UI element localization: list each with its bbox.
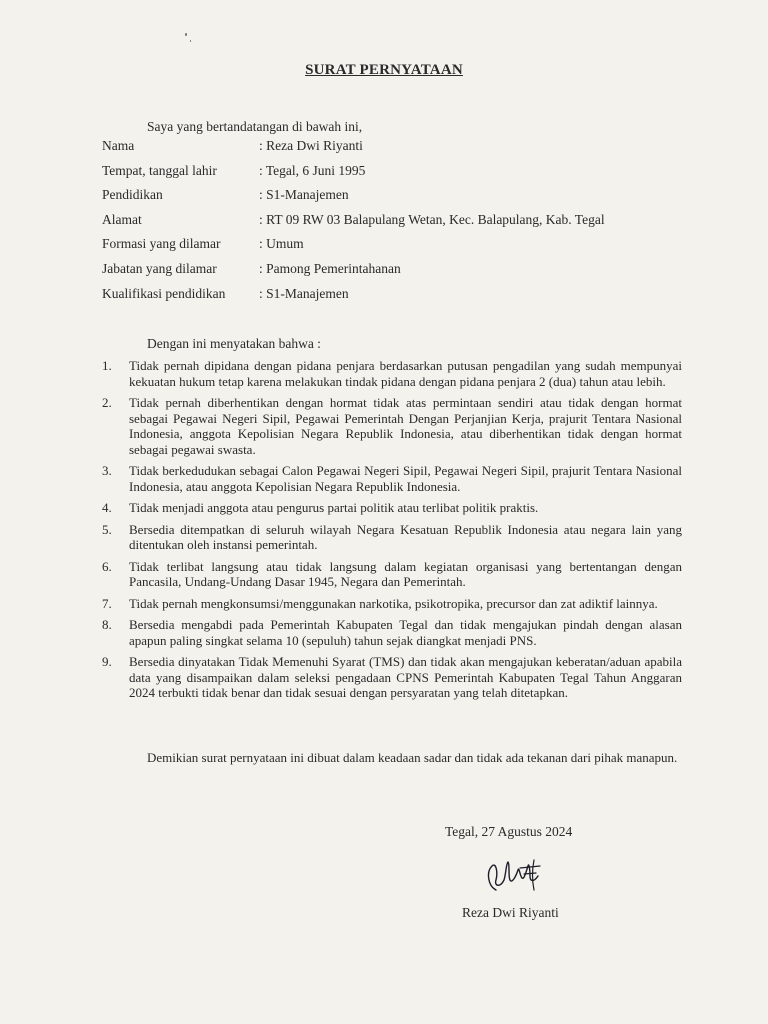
item-text: Tidak pernah diberhentikan dengan hormat tidak atas permintaan sendiri atau tidak dengan hormat sebagai Pegawai Negeri Sipil, Pegawai Pemerintah Dengan Perjanjian Kerja, prajurit Tentara Nasional Indonesia, anggota Kepolisian Negara Republik Indonesia, atau diberhentikan tidak dengan hormat sebagai pegawai swasta.	[129, 395, 682, 457]
item-number: 5.	[102, 521, 112, 537]
item-text: Tidak berkedudukan sebagai Calon Pegawai Negeri Sipil, Pegawai Negeri Sipil, prajurit Tentara Nasional Indonesia, atau anggota Kepolisian Negara Republik Indonesia.	[129, 463, 682, 494]
scan-speck	[190, 40, 191, 42]
closing-paragraph: Demikian surat pernyataan ini dibuat dalam keadaan sadar dan tidak ada tekanan dari pihak manapun.	[147, 750, 678, 765]
signer-name: Reza Dwi Riyanti	[462, 905, 559, 920]
item-text: Bersedia ditempatkan di seluruh wilayah Negara Kesatuan Republik Indonesia atau negara lain yang ditentukan oleh instansi pemerintah.	[129, 521, 682, 552]
item-number: 3.	[102, 463, 112, 478]
field-row-position	[102, 260, 702, 285]
field-label: Formasi yang dilamar	[102, 236, 221, 252]
item-text: Tidak pernah mengkonsumsi/menggunakan narkotika, psikotropika, precursor dan zat adiktif lainnya.	[129, 595, 658, 611]
document-title: SURAT PERNYATAAN	[305, 62, 463, 78]
field-row-education	[102, 186, 702, 211]
list-item	[102, 358, 682, 389]
field-label: Pendidikan	[102, 187, 163, 203]
field-value: : Umum	[259, 236, 304, 252]
item-number: 9.	[102, 654, 112, 669]
item-number: 4.	[102, 500, 112, 515]
list-item	[102, 654, 682, 701]
field-label: Alamat	[102, 211, 142, 227]
item-text: Tidak terlibat langsung atau tidak langsung dalam kegiatan organisasi yang bertentangan dengan Pancasila, Undang-Undang Dasar 1945, Negara dan Pemerintah.	[129, 558, 682, 589]
item-text: Tidak menjadi anggota atau pengurus partai politik atau terlibat politik praktis.	[129, 500, 539, 515]
field-label: Kualifikasi pendidikan	[102, 285, 226, 301]
field-value: : Tegal, 6 Juni 1995	[259, 162, 366, 178]
list-item	[102, 617, 682, 648]
field-row-formation	[102, 235, 702, 260]
scan-speck	[185, 33, 187, 36]
field-value: : RT 09 RW 03 Balapulang Wetan, Kec. Balapulang, Kab. Tegal	[259, 211, 605, 227]
signature-icon	[484, 846, 544, 898]
field-value: : Reza Dwi Riyanti	[259, 138, 363, 153]
list-item	[102, 500, 682, 516]
item-text: Bersedia mengabdi pada Pemerintah Kabupaten Tegal dan tidak mengajukan pindah dengan alasan apapun paling singkat selama 10 (sepuluh) tahun sejak diangkat menjadi PNS.	[129, 617, 682, 648]
item-number: 8.	[102, 617, 112, 632]
field-value: : S1-Manajemen	[259, 285, 349, 301]
item-number: 2.	[102, 395, 112, 410]
declaration-intro: Dengan ini menyatakan bahwa :	[147, 336, 321, 351]
item-text: Bersedia dinyatakan Tidak Memenuhi Syarat (TMS) dan tidak akan mengajukan keberatan/aduan apabila data yang disampaikan dalam seleksi pengadaan CPNS Pemerintah Kabupaten Tegal Tahun Anggaran 2024 terbukti tidak benar dan tidak sesuai dengan persyaratan yang telah ditetapkan.	[129, 654, 682, 700]
identity-fields	[102, 137, 702, 309]
item-text: Tidak pernah dipidana dengan pidana penjara berdasarkan putusan pengadilan yang sudah mempunyai kekuatan hukum tetap karena melakukan tindak pidana dengan pidana penjara 2 (dua) tahun atau lebih.	[129, 358, 682, 389]
item-number: 6.	[102, 558, 112, 574]
field-label: Jabatan yang dilamar	[102, 260, 217, 276]
declaration-list	[102, 358, 682, 707]
field-label: Tempat, tanggal lahir	[102, 162, 217, 178]
field-row-birth	[102, 162, 702, 187]
item-number: 7.	[102, 595, 112, 611]
intro-text: Saya yang bertandatangan di bawah ini,	[147, 119, 363, 134]
field-row-address	[102, 211, 702, 236]
field-row-name	[102, 137, 702, 162]
list-item	[102, 395, 682, 457]
field-row-qualification	[102, 285, 702, 310]
list-item	[102, 559, 682, 590]
list-item	[102, 522, 682, 553]
place-date: Tegal, 27 Agustus 2024	[445, 824, 573, 839]
list-item	[102, 463, 682, 494]
field-label: Nama	[102, 138, 135, 153]
item-number: 1.	[102, 358, 112, 373]
list-item	[102, 596, 682, 612]
field-value: : Pamong Pemerintahanan	[259, 260, 401, 276]
field-value: : S1-Manajemen	[259, 187, 349, 203]
